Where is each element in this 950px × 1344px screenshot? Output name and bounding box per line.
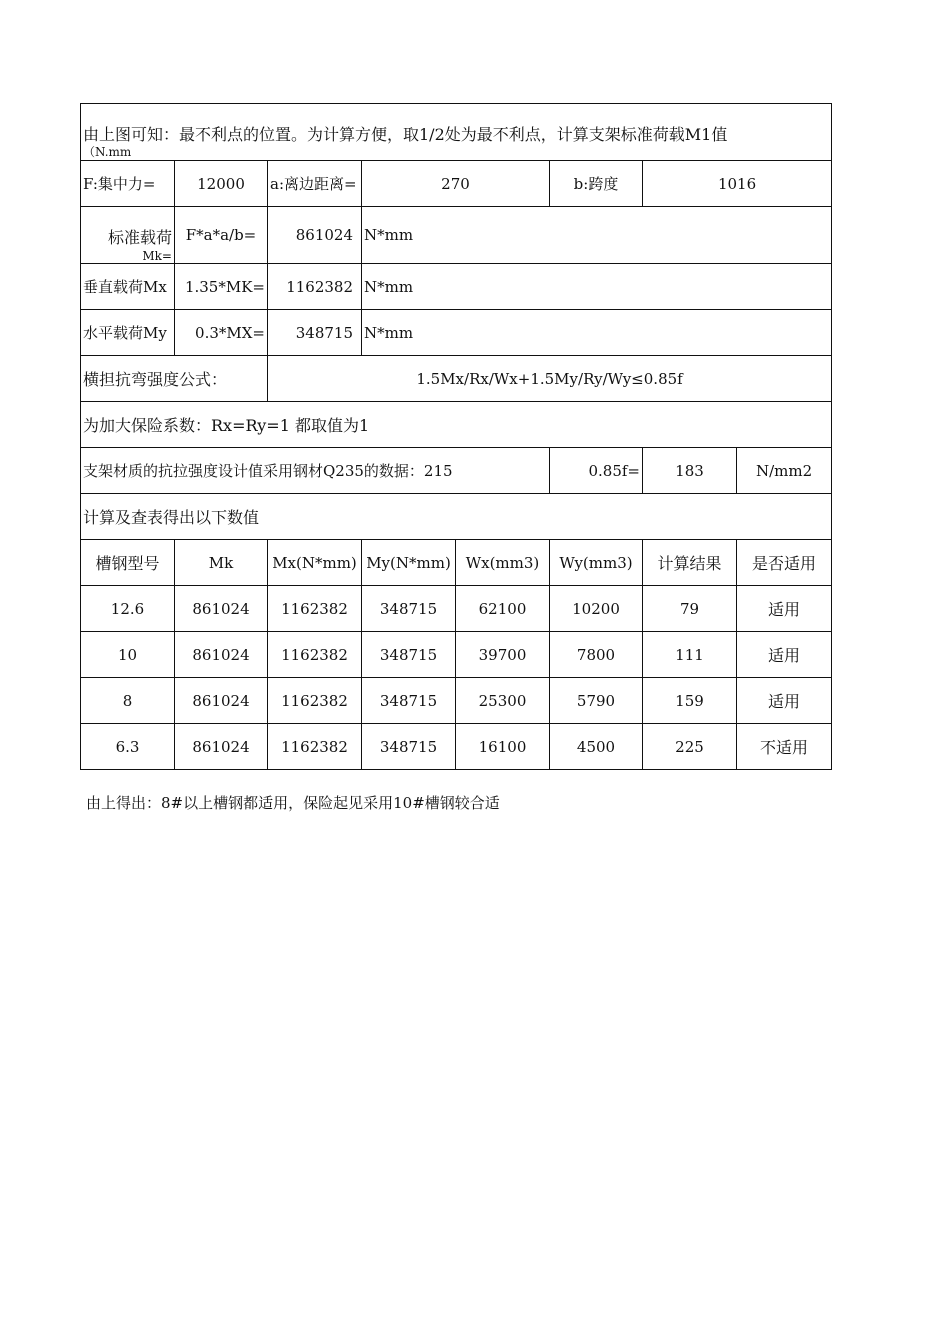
table-cell: 25300 bbox=[456, 678, 550, 724]
table-cell: 1162382 bbox=[268, 632, 362, 678]
calc-title: 计算及查表得出以下数值 bbox=[81, 494, 832, 540]
load-row-my bbox=[81, 310, 832, 356]
material-value: 183 bbox=[643, 448, 737, 494]
table-cell: 5790 bbox=[550, 678, 643, 724]
table-cell: 6.3 bbox=[81, 724, 175, 770]
mk-label-cell bbox=[81, 207, 175, 264]
table-cell: 10 bbox=[81, 632, 175, 678]
table-cell: 348715 bbox=[362, 724, 456, 770]
table-cell: 861024 bbox=[175, 678, 268, 724]
table-cell: 1162382 bbox=[268, 586, 362, 632]
material-text: 支架材质的抗拉强度设计值采用钢材Q235的数据：215 bbox=[81, 448, 550, 494]
f-value: 12000 bbox=[175, 161, 268, 207]
table-cell: 8 bbox=[81, 678, 175, 724]
mx-value: 1162382 bbox=[268, 264, 362, 310]
table-cell: 适用 bbox=[737, 632, 832, 678]
table-cell: 1162382 bbox=[268, 724, 362, 770]
table-cell: 861024 bbox=[175, 632, 268, 678]
table-cell: 10200 bbox=[550, 586, 643, 632]
mx-formula: 1.35*MK= bbox=[175, 264, 268, 310]
my-label: 水平载荷My bbox=[81, 310, 175, 356]
a-label: a:离边距离= bbox=[268, 161, 362, 207]
load-row-mk bbox=[81, 207, 832, 264]
intro-line1: 由上图可知：最不利点的位置。为计算方便，取1/2处为最不利点，计算支架标准荷载M1值 bbox=[83, 125, 728, 144]
table-cell: 16100 bbox=[456, 724, 550, 770]
mx-unit: N*mm bbox=[362, 264, 832, 310]
table-cell: 62100 bbox=[456, 586, 550, 632]
conclusion-text: 由上得出：8#以上槽钢都适用，保险起见采用10#槽钢较合适 bbox=[86, 794, 500, 812]
table-row bbox=[81, 724, 832, 770]
col-header: Mk bbox=[175, 540, 268, 586]
table-row bbox=[81, 586, 832, 632]
col-header: 槽钢型号 bbox=[81, 540, 175, 586]
col-header: 计算结果 bbox=[643, 540, 737, 586]
calc-title-row bbox=[81, 494, 832, 540]
table-cell: 39700 bbox=[456, 632, 550, 678]
f-label: F:集中力= bbox=[81, 161, 175, 207]
a-value: 270 bbox=[362, 161, 550, 207]
table-cell: 111 bbox=[643, 632, 737, 678]
table-row bbox=[81, 678, 832, 724]
calculation-sheet bbox=[80, 103, 832, 770]
table-cell: 适用 bbox=[737, 678, 832, 724]
strength-formula: 1.5Mx/Rx/Wx+1.5My/Ry/Wy≤0.85f bbox=[268, 356, 832, 402]
table-cell: 348715 bbox=[362, 632, 456, 678]
table-cell: 348715 bbox=[362, 586, 456, 632]
table-row bbox=[81, 632, 832, 678]
col-header: Wy(mm3) bbox=[550, 540, 643, 586]
load-row-mx bbox=[81, 264, 832, 310]
table-cell: 7800 bbox=[550, 632, 643, 678]
col-header: 是否适用 bbox=[737, 540, 832, 586]
mk-unit: N*mm bbox=[362, 207, 832, 264]
table-cell: 12.6 bbox=[81, 586, 175, 632]
intro-line2: （N.mm bbox=[83, 145, 132, 159]
table-cell: 适用 bbox=[737, 586, 832, 632]
table-cell: 861024 bbox=[175, 724, 268, 770]
table-cell: 861024 bbox=[175, 586, 268, 632]
my-value: 348715 bbox=[268, 310, 362, 356]
col-header: Wx(mm3) bbox=[456, 540, 550, 586]
mk-value: 861024 bbox=[268, 207, 362, 264]
params-row bbox=[81, 161, 832, 207]
intro-cell bbox=[81, 104, 832, 161]
table-cell: 4500 bbox=[550, 724, 643, 770]
safety-row bbox=[81, 402, 832, 448]
mk-formula: F*a*a/b= bbox=[175, 207, 268, 264]
material-row bbox=[81, 448, 832, 494]
table-cell: 159 bbox=[643, 678, 737, 724]
col-header: Mx(N*mm) bbox=[268, 540, 362, 586]
table-cell: 225 bbox=[643, 724, 737, 770]
b-label: b:跨度 bbox=[550, 161, 643, 207]
mx-label: 垂直载荷Mx bbox=[81, 264, 175, 310]
table-cell: 79 bbox=[643, 586, 737, 632]
my-unit: N*mm bbox=[362, 310, 832, 356]
intro-row bbox=[81, 104, 832, 161]
mk-label-sub: Mk= bbox=[142, 249, 172, 263]
my-formula: 0.3*MX= bbox=[175, 310, 268, 356]
strength-row bbox=[81, 356, 832, 402]
safety-text: 为加大保险系数：Rx=Ry=1 都取值为1 bbox=[81, 402, 832, 448]
table-header-row bbox=[81, 540, 832, 586]
mk-label: 标准载荷 bbox=[107, 228, 172, 247]
material-unit: N/mm2 bbox=[737, 448, 832, 494]
material-label: 0.85f= bbox=[550, 448, 643, 494]
b-value: 1016 bbox=[643, 161, 832, 207]
table-cell: 1162382 bbox=[268, 678, 362, 724]
table-cell: 348715 bbox=[362, 678, 456, 724]
strength-label: 横担抗弯强度公式： bbox=[81, 356, 268, 402]
table-cell: 不适用 bbox=[737, 724, 832, 770]
col-header: My(N*mm) bbox=[362, 540, 456, 586]
